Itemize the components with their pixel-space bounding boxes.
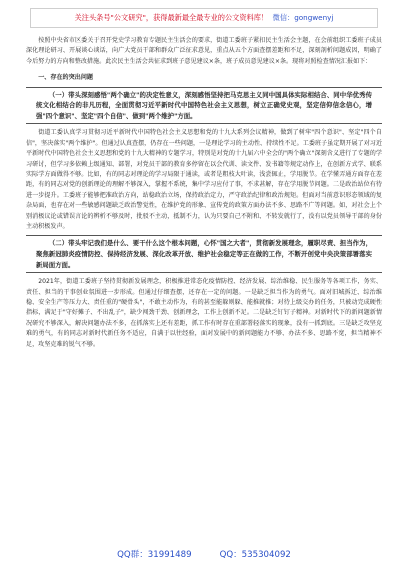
banner-promo-text: 关注头条号"公文研究"，获得最新最全最专业的公文资料库！: [74, 13, 269, 22]
highlight-box-2: （二）带头牢记我们是什么、要干什么这个根本问题，心怀"国之大者"，贯彻新发展理念，履职尽责、担当作为，聚焦新冠肺炎疫情防控、保持经济发展、深化改革开放、维护社会稳定等正在做的工作，不断开创党中央决策部署落实新局面方面。: [26, 235, 382, 273]
body-paragraph-2: 2021年，街道工委班子坚持贯彻新发展理念，积极推进常态化疫情防控、经济发展、综治维稳、民生服务等各项工作，务实、责任、担当的干事创业氛围进一步形成。但通过仔细查摆，还存在一定的问题。一是缺乏担当作为的勇气。面对旧城拆迁、综治维稳、安全生产等压力大、责任重的"硬骨头"，不敢主动作为，有的甚至能躲则躲、能推就推；对待上级交办的任务，只被动完成硬性指标，满足于"守好摊子、不出乱子"，缺少闯劲干劲、创新理念，工作上创新不足。二是缺乏钉钉子精神。对新时代下的新问题新情况研究不够深入，解决问题办法不多，在抓落实上还有差距，抓工作有时存在重部署轻落实的现象，没有一抓到底。三是缺乏攻坚克难的勇气，有的同志对新时代新任务不适应，自满于以往经验，面对发展中的新问题能力不够、办法不多、思路不宽，担当精神不足，攻坚克难的锐气不够。: [26, 278, 382, 348]
footer-qq-group: QQ群：31991489: [117, 550, 192, 560]
document-body: [26, 36, 382, 536]
footer-qq-number: QQ：535304092: [219, 550, 291, 560]
section-heading: 一、存在的突出问题: [38, 74, 94, 82]
highlight-box-1: （一）带头深刻感悟"两个确立"的决定性意义，深刻感悟坚持把马克思主义同中国具体实际相结合、同中华优秀传统文化相结合的非凡历程，全面贯彻习近平新时代中国特色社会主义思想，树立正确党史观，坚定信仰信念信心，增强"四个意识"、坚定"四个自信"、做到"两个维护"方面。: [26, 87, 382, 125]
header-banner: [30, 8, 378, 28]
footer-contact: [0, 545, 408, 565]
intro-paragraph: 按照中央省市区委关于召开党史学习教育专题民主生活会的要求，街道工委班子紧扣民主生活会主题，在会前组织工委班子成员深化理论研习、开展谈心谈话，向广大党员干部和群众广泛征求意见，重点从五个方面查摆差距和不足，深刻剖析问题成因，明确了今后努力的方向和整改措施。此次民主生活会共征求到班子意见建议×条，班子成员意见建议×条。现将对照检查情况汇报如下：: [26, 37, 382, 65]
body-paragraph-1: 街道工委认真学习贯彻习近平新时代中国特色社会主义思想和党的十九大系列会议精神，做到了树牢"四个意识"、坚定"四个自信"，坚决落实"两个维护"。但通过认真查摆，仍存在一些问题，一是理论学习的主动性、持续性不足。工委班子虽定期开展了对习近平新时代中国特色社会主义思想和党的十九大精神的专题学习，特别是对党的十九届六中全会的"两个确立"深刻含义进行了专题的学习研讨，但学习多依赖上级通知、部署，对党员干部的教育多停留在以会代训、读文件、发书籍等规定动作上，在创新方式学、联系实际学方面做得不够。比如，有的同志对理论的学习局限于通读，或者是粗枝大叶读，浅尝辄止，学用脱节。在学懂弄通方面存在差距，有的同志对党的创新理论的理解不够深入，掌握不系统，集中学习应付了事，不求甚解，存在学用脱节问题。二是政治站位有待进一步提升。工委班子能够把准政治方向，站稳政治立场，保持政治定力，严守政治纪律和政治规矩。但面对当前意识形态领域的复杂局面，也存在对一些敏感问题缺乏政治警觉性，在维护党的形象、宣传党的政策方面办法不多、思路不广等问题。如，对社会上个别消极议论或错误言论的辨析不够及时，批驳不主动，抵制不力，认为只要自己不附和、不转发就行了，没有以党员领导干部的身份主动积极发声。: [26, 129, 382, 231]
banner-wechat-id: 微信：gongwenyj: [272, 13, 334, 22]
